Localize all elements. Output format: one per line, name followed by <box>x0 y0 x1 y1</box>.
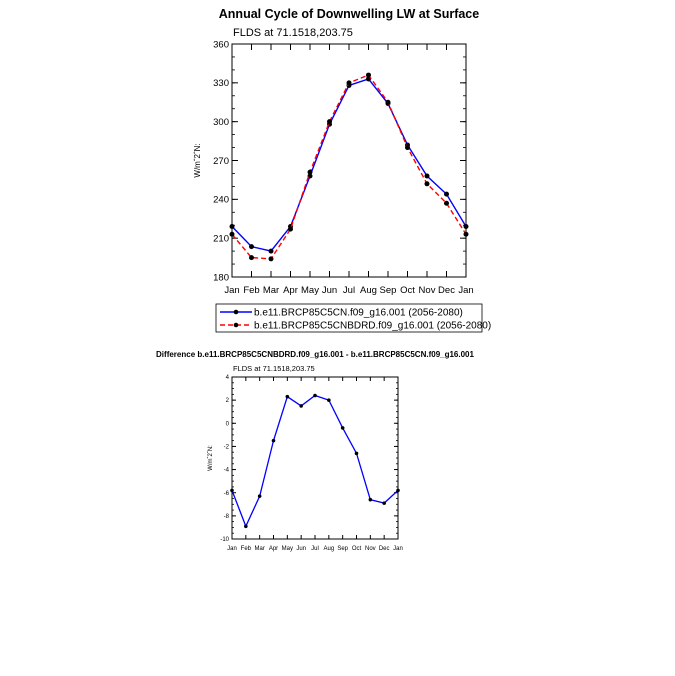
series-0-point <box>269 249 274 254</box>
series-0-point <box>355 452 359 456</box>
y-tick-label: 270 <box>213 155 229 167</box>
y-tick-label: 180 <box>213 272 229 284</box>
series-0-point <box>327 398 331 402</box>
chart-title: Annual Cycle of Downwelling LW at Surface <box>218 7 480 21</box>
series-1-point <box>269 256 274 261</box>
y-axis-label: W/mˆ2ˆN: <box>208 445 214 471</box>
series-0-point <box>230 224 235 229</box>
series-0-point <box>369 498 373 502</box>
series-1-point <box>230 232 235 237</box>
annual-cycle-chart <box>193 7 479 296</box>
y-tick-label: -2 <box>223 444 229 451</box>
series-0-point <box>382 501 386 505</box>
series-1-point <box>464 232 469 237</box>
series-1-point <box>366 73 371 78</box>
series-1-point <box>444 201 449 206</box>
series-0-point <box>244 524 248 528</box>
x-tick-label: Jan <box>224 285 240 296</box>
chart-subtitle: FLDS at 71.1518,203.75 <box>233 364 315 373</box>
y-tick-label: -8 <box>223 513 229 520</box>
series-0-point <box>464 224 469 229</box>
x-tick-label: Sep <box>379 285 397 296</box>
series-1-point <box>405 145 410 150</box>
chart-title: Difference b.e11.BRCP85C5CNBDRD.f09_g16.001 - b.e11.BRCP85C5CN.f09_g16.001 <box>156 350 474 359</box>
y-tick-label: 4 <box>225 375 229 382</box>
x-tick-label: Oct <box>351 546 362 552</box>
series-1-point <box>288 227 293 232</box>
series-1-point <box>347 80 352 85</box>
series-0-point <box>286 395 290 399</box>
x-tick-label: Jul <box>342 285 356 296</box>
series-0-point <box>249 244 254 249</box>
series-line-0 <box>232 79 466 251</box>
legend-entry-1: b.e11.BRCP85C5CNBDRD.f09_g16.001 (2056-2080) <box>254 320 492 332</box>
y-tick-label: -4 <box>223 467 229 474</box>
x-tick-label: Aug <box>323 546 335 552</box>
y-tick-label: -10 <box>220 537 229 544</box>
x-tick-label: Nov <box>418 285 436 296</box>
series-0-point <box>341 426 345 430</box>
y-tick-label: 210 <box>213 233 229 245</box>
series-1-point <box>308 170 313 175</box>
y-tick-label: -6 <box>223 490 229 497</box>
x-tick-label: Mar <box>254 546 265 552</box>
x-tick-label: Sep <box>337 546 349 552</box>
y-tick-label: 2 <box>225 398 229 405</box>
series-1-point <box>249 255 254 260</box>
plot-frame <box>232 377 398 539</box>
plot-frame <box>232 44 466 277</box>
chart-subtitle: FLDS at 71.1518,203.75 <box>233 27 353 39</box>
legend-entry-0: b.e11.BRCP85C5CN.f09_g16.001 (2056-2080) <box>254 307 463 319</box>
legend-marker-1 <box>234 323 239 328</box>
x-tick-label: Nov <box>364 546 376 552</box>
y-tick-label: 360 <box>213 39 229 51</box>
legend <box>216 304 491 332</box>
x-tick-label: Aug <box>360 285 377 296</box>
series-1-point <box>425 181 430 186</box>
series-line-1 <box>232 75 466 259</box>
x-tick-label: Jun <box>321 285 338 296</box>
x-tick-label: Feb <box>240 546 252 552</box>
series-1-point <box>386 100 391 105</box>
x-tick-label: Apr <box>268 546 279 552</box>
series-0-point <box>258 494 262 498</box>
series-0-point <box>313 394 317 398</box>
difference-chart <box>156 350 474 552</box>
y-tick-label: 300 <box>213 116 229 128</box>
x-tick-label: Dec <box>378 546 390 552</box>
x-tick-label: Jun <box>296 546 307 552</box>
y-tick-label: 0 <box>225 421 229 428</box>
x-tick-label: Jul <box>311 546 319 552</box>
series-line-0 <box>232 396 398 527</box>
x-tick-label: Feb <box>243 285 260 296</box>
x-tick-label: Oct <box>400 285 415 296</box>
series-1-point <box>327 119 332 124</box>
y-tick-label: 330 <box>213 78 229 90</box>
series-0-point <box>444 192 449 197</box>
series-0-point <box>230 489 234 493</box>
y-tick-label: 240 <box>213 194 229 206</box>
x-tick-label: Jan <box>227 546 237 552</box>
x-tick-label: Jan <box>458 285 474 296</box>
legend-marker-0 <box>234 310 239 315</box>
x-tick-label: Jan <box>393 546 403 552</box>
x-tick-label: Mar <box>262 285 280 296</box>
x-tick-label: Dec <box>438 285 455 296</box>
x-tick-label: May <box>301 285 319 296</box>
series-0-point <box>425 174 430 179</box>
y-axis-label: W/mˆ2ˆN: <box>193 143 202 178</box>
series-0-point <box>272 439 276 443</box>
x-tick-label: Apr <box>283 285 298 296</box>
series-0-point <box>396 489 400 493</box>
series-0-point <box>299 404 303 408</box>
x-tick-label: May <box>281 546 294 552</box>
